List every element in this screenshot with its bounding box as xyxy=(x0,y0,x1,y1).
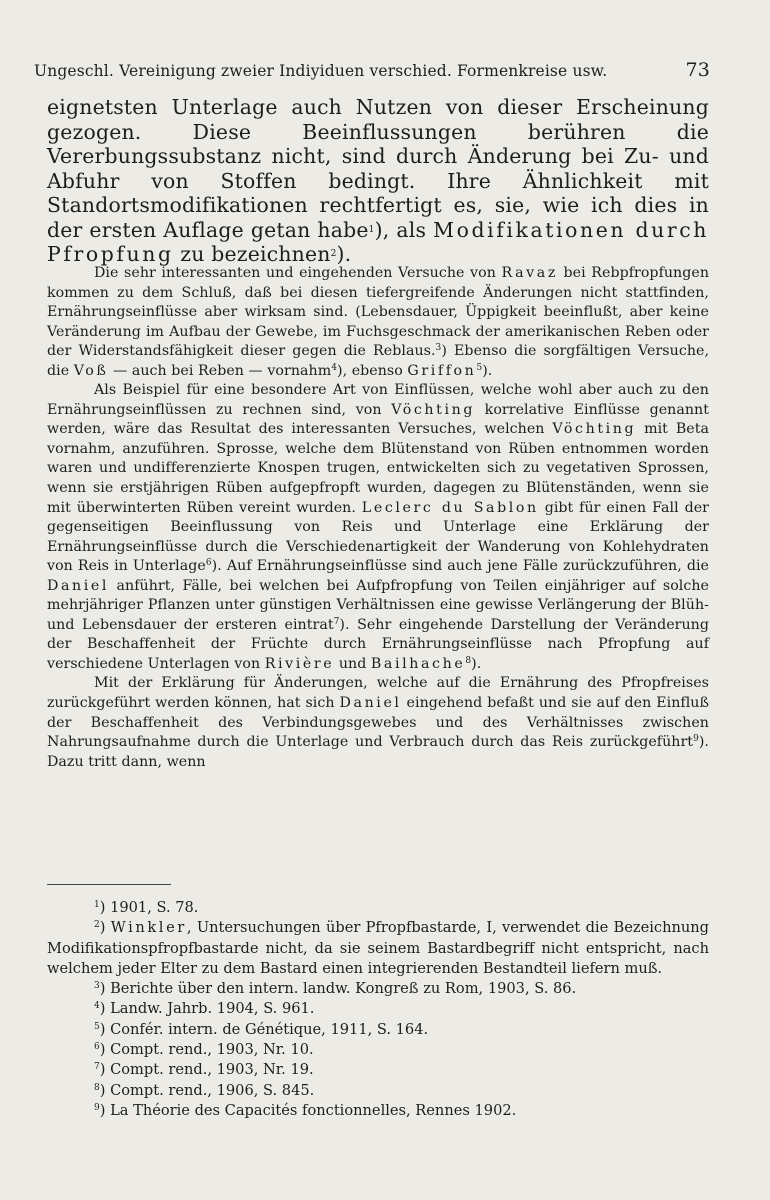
text: ). Sehr eingehende Darstellung der Veränderung der Beschaffenheit der Früchte durch Ernährungseinflüsse nach Pfropfung auf verschiedene Unterlagen von xyxy=(47,616,709,672)
footnote-text: ) Compt. rend., 1906, S. 845. xyxy=(99,1081,315,1099)
footnote-text: ) Compt. rend., 1903, Nr. 10. xyxy=(99,1041,314,1059)
footnote-text: ) 1901, S. 78. xyxy=(99,899,199,916)
footnote-text: ) Compt. rend., 1903, Nr. 19. xyxy=(99,1061,314,1079)
footnote-ref-1: 1 xyxy=(368,224,375,235)
author-name: Bailhache xyxy=(370,655,466,672)
footnote-number: 8 xyxy=(94,1082,100,1093)
text: eingehend befaßt und sie auf den Einfluß der Beschaffenheit des Verbindungsgewebes und des Verhältnisses zwischen Nahrungsaufnahme durch die Unterlage und Verbrauch durch das Reis zurückgeführt xyxy=(47,695,710,751)
footnote-ref-7: 7 xyxy=(333,616,340,627)
footnote-number: 3 xyxy=(94,981,100,992)
footnote-3 xyxy=(47,979,709,999)
text: ), ebenso xyxy=(336,362,403,379)
footnote-number: 9 xyxy=(94,1102,100,1113)
author-name: Vöchting xyxy=(552,421,637,438)
lead-text: eignetsten Unterlage auch Nutzen von dieser Erscheinung gezogen. Diese Beeinflussungen berühren die Vererbungssubstanz nicht, sind durch Änderung bei Zu- und Abfuhr von Stoffen bedingt. Ihre Ähnlichkeit mit Standortsmodifikationen rechtfertigt es, sie, wie ich dies in der ersten Auflage getan habe xyxy=(47,95,709,242)
continued-paragraph xyxy=(47,95,709,267)
footnote-ref-6: 6 xyxy=(205,558,212,569)
lead-end: zu bezeichnen xyxy=(180,242,331,266)
footnote-number: 2 xyxy=(94,920,100,931)
text: und xyxy=(338,655,367,672)
footnote-number: 6 xyxy=(94,1042,100,1053)
lead-close: ). xyxy=(336,242,352,266)
footnote-1 xyxy=(47,898,709,918)
text: korrelative Einflüsse genannt werden, wäre das Resultat des interessanten Versuches, welchen xyxy=(47,401,709,438)
footnote-number: 7 xyxy=(94,1062,100,1073)
footnote-6 xyxy=(47,1040,709,1060)
footnote-ref-9: 9 xyxy=(693,734,699,745)
author-name: Winkler xyxy=(110,919,187,937)
footnote-text: ) La Théorie des Capacités fonctionnelles, Rennes 1902. xyxy=(99,1101,517,1119)
small-print-section xyxy=(47,264,709,772)
lead-paragraph xyxy=(47,95,709,267)
footnote-number: 4 xyxy=(94,1001,100,1012)
footnote-text: , Untersuchungen über Pfropfbastarde, I, verwendet die Bezeichnung Modifikationspfropfbastarde nicht, da sie seinem Bastardbegriff nicht entspricht, nach welchem jeder Elter zu dem Bastard einen integrierenden Bestandteil liefern muß. xyxy=(47,919,710,977)
footnote-ref-4: 4 xyxy=(331,362,337,373)
text: ). xyxy=(471,655,482,672)
author-name: Daniel xyxy=(47,577,110,594)
author-name: Ravaz xyxy=(501,265,558,281)
footnote-number: 5 xyxy=(94,1021,100,1032)
author-name: Vöchting xyxy=(391,401,476,418)
text: Die sehr interessanten und eingehenden Versuche von xyxy=(94,265,496,281)
page-number: 73 xyxy=(685,59,710,81)
author-name: Daniel xyxy=(339,695,402,712)
footnote-text: ) Berichte über den intern. landw. Kongreß zu Rom, 1903, S. 86. xyxy=(99,980,577,998)
footnote-ref-5: 5 xyxy=(476,362,483,373)
footnote-ref-3: 3 xyxy=(435,343,442,354)
footnotes xyxy=(47,898,709,1121)
text: ) Ebenso die sorgfältigen Versuche, die xyxy=(47,343,710,379)
author-name: Griffon xyxy=(407,362,477,379)
text: ). Auf Ernährungseinflüsse sind auch jene Fälle zurückzuführen, die xyxy=(211,558,709,575)
footnote-ref-8: 8 xyxy=(465,655,472,666)
footnote-9 xyxy=(47,1101,709,1121)
footnote-4 xyxy=(47,999,709,1019)
footnote-ref-2: 2 xyxy=(330,249,337,259)
author-name: Voß xyxy=(73,362,109,379)
text: anführt, Fälle, bei welchen bei Aufpfropfung von Teilen einjähriger auf solche mehrjähriger Pflanzen unter günstigen Verhältnissen eine gewisse Verlängerung der Blüh- und Lebensdauer der ersteren eintrat xyxy=(47,577,710,633)
paragraph-daniel xyxy=(47,674,709,772)
lead-mid: ), als xyxy=(374,217,427,242)
footnote-2: $^2$) Winkler, Untersuchungen über Pfropfbastarde, I, verwendet die Bezeichnung Modifikationspfropfbastarde nicht, da sie seinem Bastardbegriff nicht entspricht, nach welchem jeder Elter zu dem Bastard einen integrierenden Bestandteil liefern muß. xyxy=(47,919,710,977)
running-title: Ungeschl. Vereinigung zweier Indiyiduen verschied. Formenkreise usw. xyxy=(34,62,608,80)
author-name: Rivière xyxy=(264,655,335,672)
text: mit Beta vornahm, anzuführen. Sprosse, welche dem Blütenstand von Rüben entnommen worden waren und undifferenzierte Knospen trugen, entwickelten sich zu vegetativen Sprossen, wenn sie erstjährigen Rüben aufgepfropft wurden, dagegen zu Blütenständen, wenn sie mit überwinterten Rüben vereint wurden. xyxy=(47,421,710,516)
footnote-text: ) Confér. intern. de Génétique, 1911, S. 164. xyxy=(99,1020,429,1038)
text: Mit der Erklärung für Änderungen, welche auf die Ernährung des Pfropfreises zurückgeführt werden können, hat sich xyxy=(47,675,709,712)
text: ). Dazu tritt dann, wenn xyxy=(47,734,709,770)
footnote-divider xyxy=(47,884,171,885)
footnote-5 xyxy=(47,1020,709,1040)
paragraph-voechting xyxy=(47,381,709,674)
footnote-8 xyxy=(47,1081,709,1101)
text: Als Beispiel für eine besondere Art von Einflüssen, welche wohl aber auch zu den Ernährungseinflüssen zu rechnen sind, von xyxy=(47,382,709,418)
footnote-number: 1 xyxy=(94,900,100,910)
emphasized-term: Modifikationen durch Pfropfung xyxy=(47,217,710,266)
text: ). xyxy=(482,362,493,379)
text: gibt für einen Fall der gegenseitigen Beeinflussung von Reis und Unterlage eine Erklärung der Ernährungseinflüsse durch die Verschiedenartigkeit der Wanderung von Kohlehydraten von Reis in Unterlage xyxy=(47,499,710,575)
paragraph-ravaz xyxy=(47,264,709,381)
text: — auch bei Reben — vornahm xyxy=(113,362,332,379)
author-name: Leclerc du Sablon xyxy=(361,499,539,516)
footnote-7 xyxy=(47,1060,709,1080)
footnote-text: ) Landw. Jahrb. 1904, S. 961. xyxy=(99,1000,315,1018)
text: bei Rebpfropfungen kommen zu dem Schluß, daß bei diesen tiefergreifende Änderungen nicht stattfinden, Ernährungseinflüsse aber wirksam sind. (Lebensdauer, Üppigkeit beeinflußt, aber keine Veränderung im Aufbau der Gewebe, im Fuchsgeschmack der amerikanischen Reben oder der Widerstandsfähigkeit dieser gegen die Reblaus. xyxy=(47,265,710,360)
running-header xyxy=(34,59,710,82)
